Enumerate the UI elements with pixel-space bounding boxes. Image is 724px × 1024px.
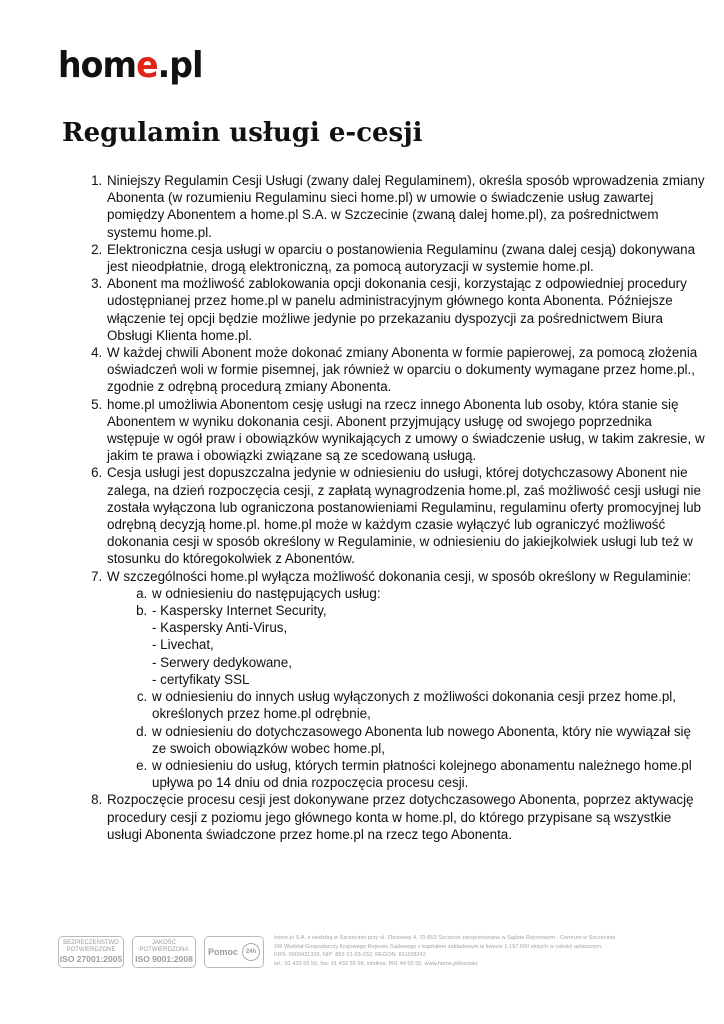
company-info-line: KRS: 0000431335, NIP: 852-21-03-252, REGON: 811158242 <box>274 952 426 958</box>
logo-accent-letter: e <box>136 45 158 86</box>
excluded-service: - Kaspersky Anti-Virus, <box>152 620 288 636</box>
page-footer <box>58 932 668 972</box>
regulation-item-1: 1. Niniejszy Regulamin Cesji Usługi (zwany dalej Regulaminem), określa sposób wprowadzenia zmiany Abonenta (w rozumieniu Regulaminu sieci home.pl) w umowie o świadczenie usług zawartej pomiędzy Abonentem a home.pl S.A. w Szczecinie (zwaną dalej home.pl), za pośrednictwem systemu home.pl. <box>106 172 708 241</box>
badge-text: JAKOŚĆ <box>151 940 176 946</box>
regulation-item-7-text: W szczególności home.pl wyłącza możliwość dokonania cesji, w sposób określony w Regulaminie: <box>107 568 692 584</box>
company-info-line: tel.: 91 432 55 55, fax: 91 432 55 99, infolinia: 801 44 55 55, www.home.pl/kontakt <box>274 960 478 967</box>
exclusion-d: d. w odniesieniu do dotychczasowego Abonenta lub nowego Abonenta, który nie wywiązał się ze swoich obowiązków wobec home.pl, <box>151 723 708 757</box>
exclusions-list <box>107 585 708 791</box>
company-info-line: home.pl S.A. z siedzibą w Szczecinie przy ul. Zbożowej 4, 70-653 Szczecin zarejestrowana w Sądzie Rejonowym - Centrum w Szczecinie <box>274 935 616 941</box>
iso-27001-badge <box>58 936 124 968</box>
company-info-line: XIII Wydział Gospodarczy Krajowego Rejestru Sądowego z kapitałem zakładowym w kwocie 1.197.600 złotych w całości opłaconym. <box>274 943 603 950</box>
regulation-item-4: 4. W każdej chwili Abonent może dokonać zmiany Abonenta w formie papierowej, za pomocą złożenia oświadczeń woli w formie pisemnej, jak również w oparciu o dokumenty wymagane przez home.pl., zgodnie z odrębną procedurą zmiany Abonenta. <box>106 344 708 396</box>
iso-9001-badge <box>132 936 196 968</box>
badge-standard: ISO 9001:2008 <box>135 954 193 964</box>
regulation-item-3: 3. Abonent ma możliwość zablokowania opcji dokonania cesji, korzystając z odpowiedniej procedury udostępnianej przez home.pl w panelu administracyjnym głównego konta Abonenta. Późniejsze włączenie tej opcji będzie możliwe jedynie po przekazaniu dyspozycji za pośrednictwem Biura Obsługi Klienta home.pl. <box>106 275 708 344</box>
excluded-service: - Serwery dedykowane, <box>152 654 292 670</box>
exclusion-b <box>151 602 708 688</box>
regulation-item-5: 5. home.pl umożliwia Abonentom cesję usługi na rzecz innego Abonenta lub osoby, która stanie się Abonentem w wyniku dokonania cesji. Abonent przyjmujący usługę od swojego poprzednika wstępuje w ogół praw i obowiązków wynikających z umowy o świadczenie usług, w takim zakresie, w jakim te prawa i obowiązki związane są ze scedowaną usługą. <box>106 396 708 465</box>
excluded-service: b. - Kaspersky Internet Security, <box>152 603 327 619</box>
home-pl-logo <box>58 45 203 86</box>
regulation-item-6: 6. Cesja usługi jest dopuszczalna jedynie w odniesieniu do usługi, której dotychczasowy Abonent nie zalega, na dzień rozpoczęcia cesji, z zapłatą wynagrodzenia home.pl, zaś możliwość cesji usługi nie została wyłączona lub ograniczona postanowieniami Regulaminu, regulaminu oferty promocyjnej lub odrębną decyzją home.pl. home.pl może w każdym czasie wyłączyć lub ograniczyć możliwość dokonania cesji w sposób określony w Regulaminie, w odniesieniu do jakiejkolwiek usługi lub też w stosunku do któregokolwiek z Abonentów. <box>106 464 708 567</box>
badge-text: POTWIERDZONE <box>66 947 116 953</box>
support-label: Pomoc <box>207 946 238 957</box>
logo-text: hom <box>58 45 137 86</box>
logo-domain: .pl <box>157 45 203 86</box>
support-hours: 24h <box>245 949 257 955</box>
excluded-service: - Livechat, <box>152 637 214 653</box>
document-title: Regulamin usługi e-cesji <box>62 118 423 148</box>
regulation-item-7 <box>106 568 708 792</box>
exclusion-e: e. w odniesieniu do usług, których termin płatności kolejnego abonamentu należnego home.pl upływa po 14 dniu od dnia rozpoczęcia procesu cesji. <box>151 757 708 791</box>
exclusion-a: a. w odniesieniu do następujących usług: <box>151 585 708 602</box>
badge-text: POTWIERDZONA <box>139 947 189 953</box>
badge-text: BEZPIECZEŃSTWO <box>63 940 119 946</box>
clock-icon <box>242 943 260 961</box>
exclusion-c: c. w odniesieniu do innych usług wyłączonych z możliwości dokonania cesji przez home.pl, określonych przez home.pl odrębnie, <box>151 688 708 722</box>
excluded-service: - certyfikaty SSL <box>152 671 250 687</box>
support-24h-badge <box>204 936 264 968</box>
company-info <box>274 934 670 968</box>
regulation-item-2: 2. Elektroniczna cesja usługi w oparciu o postanowienia Regulaminu (zwana dalej cesją) dokonywana jest nieodpłatnie, drogą elektroniczną, za pomocą autoryzacji w systemie home.pl. <box>106 241 708 275</box>
regulation-list <box>62 172 708 843</box>
badge-standard: ISO 27001:2005 <box>59 954 123 964</box>
regulation-item-8: 8. Rozpoczęcie procesu cesji jest dokonywane przez dotychczasowego Abonenta, poprzez aktywację procedury cesji z poziomu jego głównego konta w home.pl, do którego przypisane są wszystkie usługi Abonenta świadczone przez home.pl na rzecz tego Abonenta. <box>106 791 708 843</box>
